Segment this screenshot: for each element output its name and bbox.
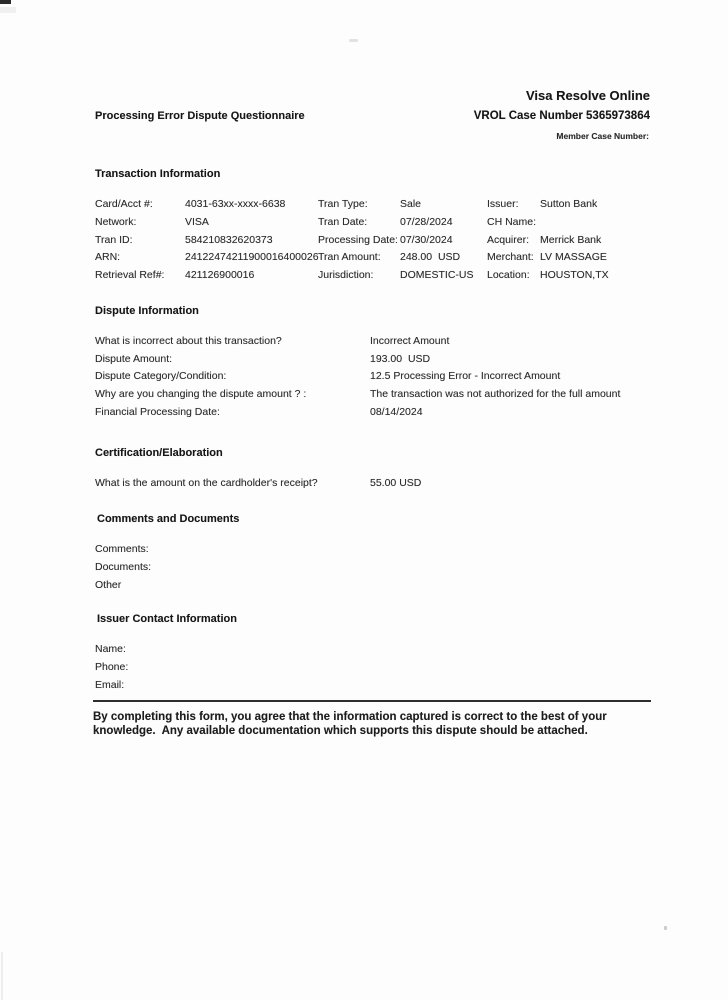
dispute-section-heading: Dispute Information (95, 305, 199, 317)
scan-artifact-speck (664, 926, 667, 930)
amount-change-value: The transaction was not authorized for the full amount (370, 388, 621, 401)
tran-id-value: 584210832620373 (185, 233, 273, 246)
retrieval-ref-label: Retrieval Ref#: (95, 269, 165, 282)
card-acct-label: Card/Acct #: (95, 198, 153, 210)
other-label: Other (95, 578, 122, 591)
dispute-table (95, 335, 653, 423)
transaction-section-heading: Transaction Information (95, 168, 221, 180)
merchant-label: Merchant: (487, 251, 534, 264)
network-label: Network: (95, 215, 137, 228)
issuer-label: Issuer: (487, 198, 519, 210)
member-case-label: Member Case Number: (556, 131, 649, 141)
scan-artifact-corner-light (0, 7, 16, 13)
merchant-value: LV MASSAGE (540, 251, 607, 264)
issuer-value: Sutton Bank (540, 198, 598, 210)
vrol-case-number: VROL Case Number 5365973864 (473, 110, 650, 122)
ch-name-label: CH Name: (487, 215, 537, 228)
comments-section-heading: Comments and Documents (97, 513, 240, 525)
footer-divider (93, 700, 651, 702)
comments-list (95, 543, 151, 596)
dispute-category-value: 12.5 Processing Error - Incorrect Amount (370, 370, 561, 383)
acquirer-value: Merrick Bank (540, 233, 602, 246)
receipt-amount-label: What is the amount on the cardholder's receipt? (95, 477, 318, 489)
dispute-category-label: Dispute Category/Condition: (95, 370, 227, 383)
network-value: VISA (185, 215, 209, 228)
incorrect-question-label: What is incorrect about this transaction? (95, 335, 282, 347)
issuer-contact-section-heading: Issuer Contact Information (97, 613, 237, 625)
scan-artifact-corner (0, 0, 11, 4)
tran-type-label: Tran Type: (318, 198, 368, 210)
transaction-table (95, 198, 653, 287)
scan-artifact-edge (1, 952, 3, 1000)
issuer-contact-list (95, 643, 128, 696)
tran-amount-value: 248.00 USD (400, 251, 461, 264)
receipt-amount-value: 55.00 USD (370, 477, 422, 489)
processing-date-value: 07/30/2024 (400, 233, 453, 246)
page-title: Processing Error Dispute Questionnaire (95, 110, 305, 122)
contact-email-label: Email: (95, 678, 125, 691)
jurisdiction-label: Jurisdiction: (318, 269, 374, 282)
certification-table (95, 477, 653, 495)
tran-amount-label: Tran Amount: (318, 251, 381, 264)
tran-type-value: Sale (400, 198, 422, 210)
amount-change-label: Why are you changing the dispute amount ? : (95, 388, 307, 401)
arn-value: 24122474211900016400026 (185, 251, 319, 264)
certification-section-heading: Certification/Elaboration (95, 447, 223, 459)
processing-date-label: Processing Date: (318, 233, 398, 246)
financial-date-label: Financial Processing Date: (95, 405, 220, 418)
financial-date-value: 08/14/2024 (370, 405, 423, 418)
comments-label: Comments: (95, 543, 149, 555)
agreement-text: By completing this form, you agree that the information captured is correct to the best of your knowledge. Any available documentation which supports this dispute should be attached. (93, 711, 610, 737)
acquirer-label: Acquirer: (487, 233, 530, 246)
dispute-amount-value: 193.00 USD (370, 352, 431, 365)
tran-id-label: Tran ID: (95, 233, 133, 246)
dispute-amount-label: Dispute Amount: (95, 352, 173, 365)
contact-phone-label: Phone: (95, 660, 129, 673)
location-label: Location: (487, 269, 530, 282)
location-value: HOUSTON,TX (540, 269, 609, 282)
documents-label: Documents: (95, 560, 152, 573)
tran-date-value: 07/28/2024 (400, 215, 453, 228)
jurisdiction-value: DOMESTIC-US (400, 269, 474, 282)
scan-artifact-smudge (349, 39, 358, 42)
arn-label: ARN: (95, 251, 121, 264)
ch-name-value (540, 216, 653, 234)
card-acct-value: 4031-63xx-xxxx-6638 (185, 198, 286, 210)
tran-date-label: Tran Date: (318, 215, 368, 228)
contact-name-label: Name: (95, 643, 126, 655)
brand-title: Visa Resolve Online (525, 88, 650, 103)
incorrect-question-value: Incorrect Amount (370, 335, 450, 347)
retrieval-ref-value: 421126900016 (185, 269, 255, 282)
